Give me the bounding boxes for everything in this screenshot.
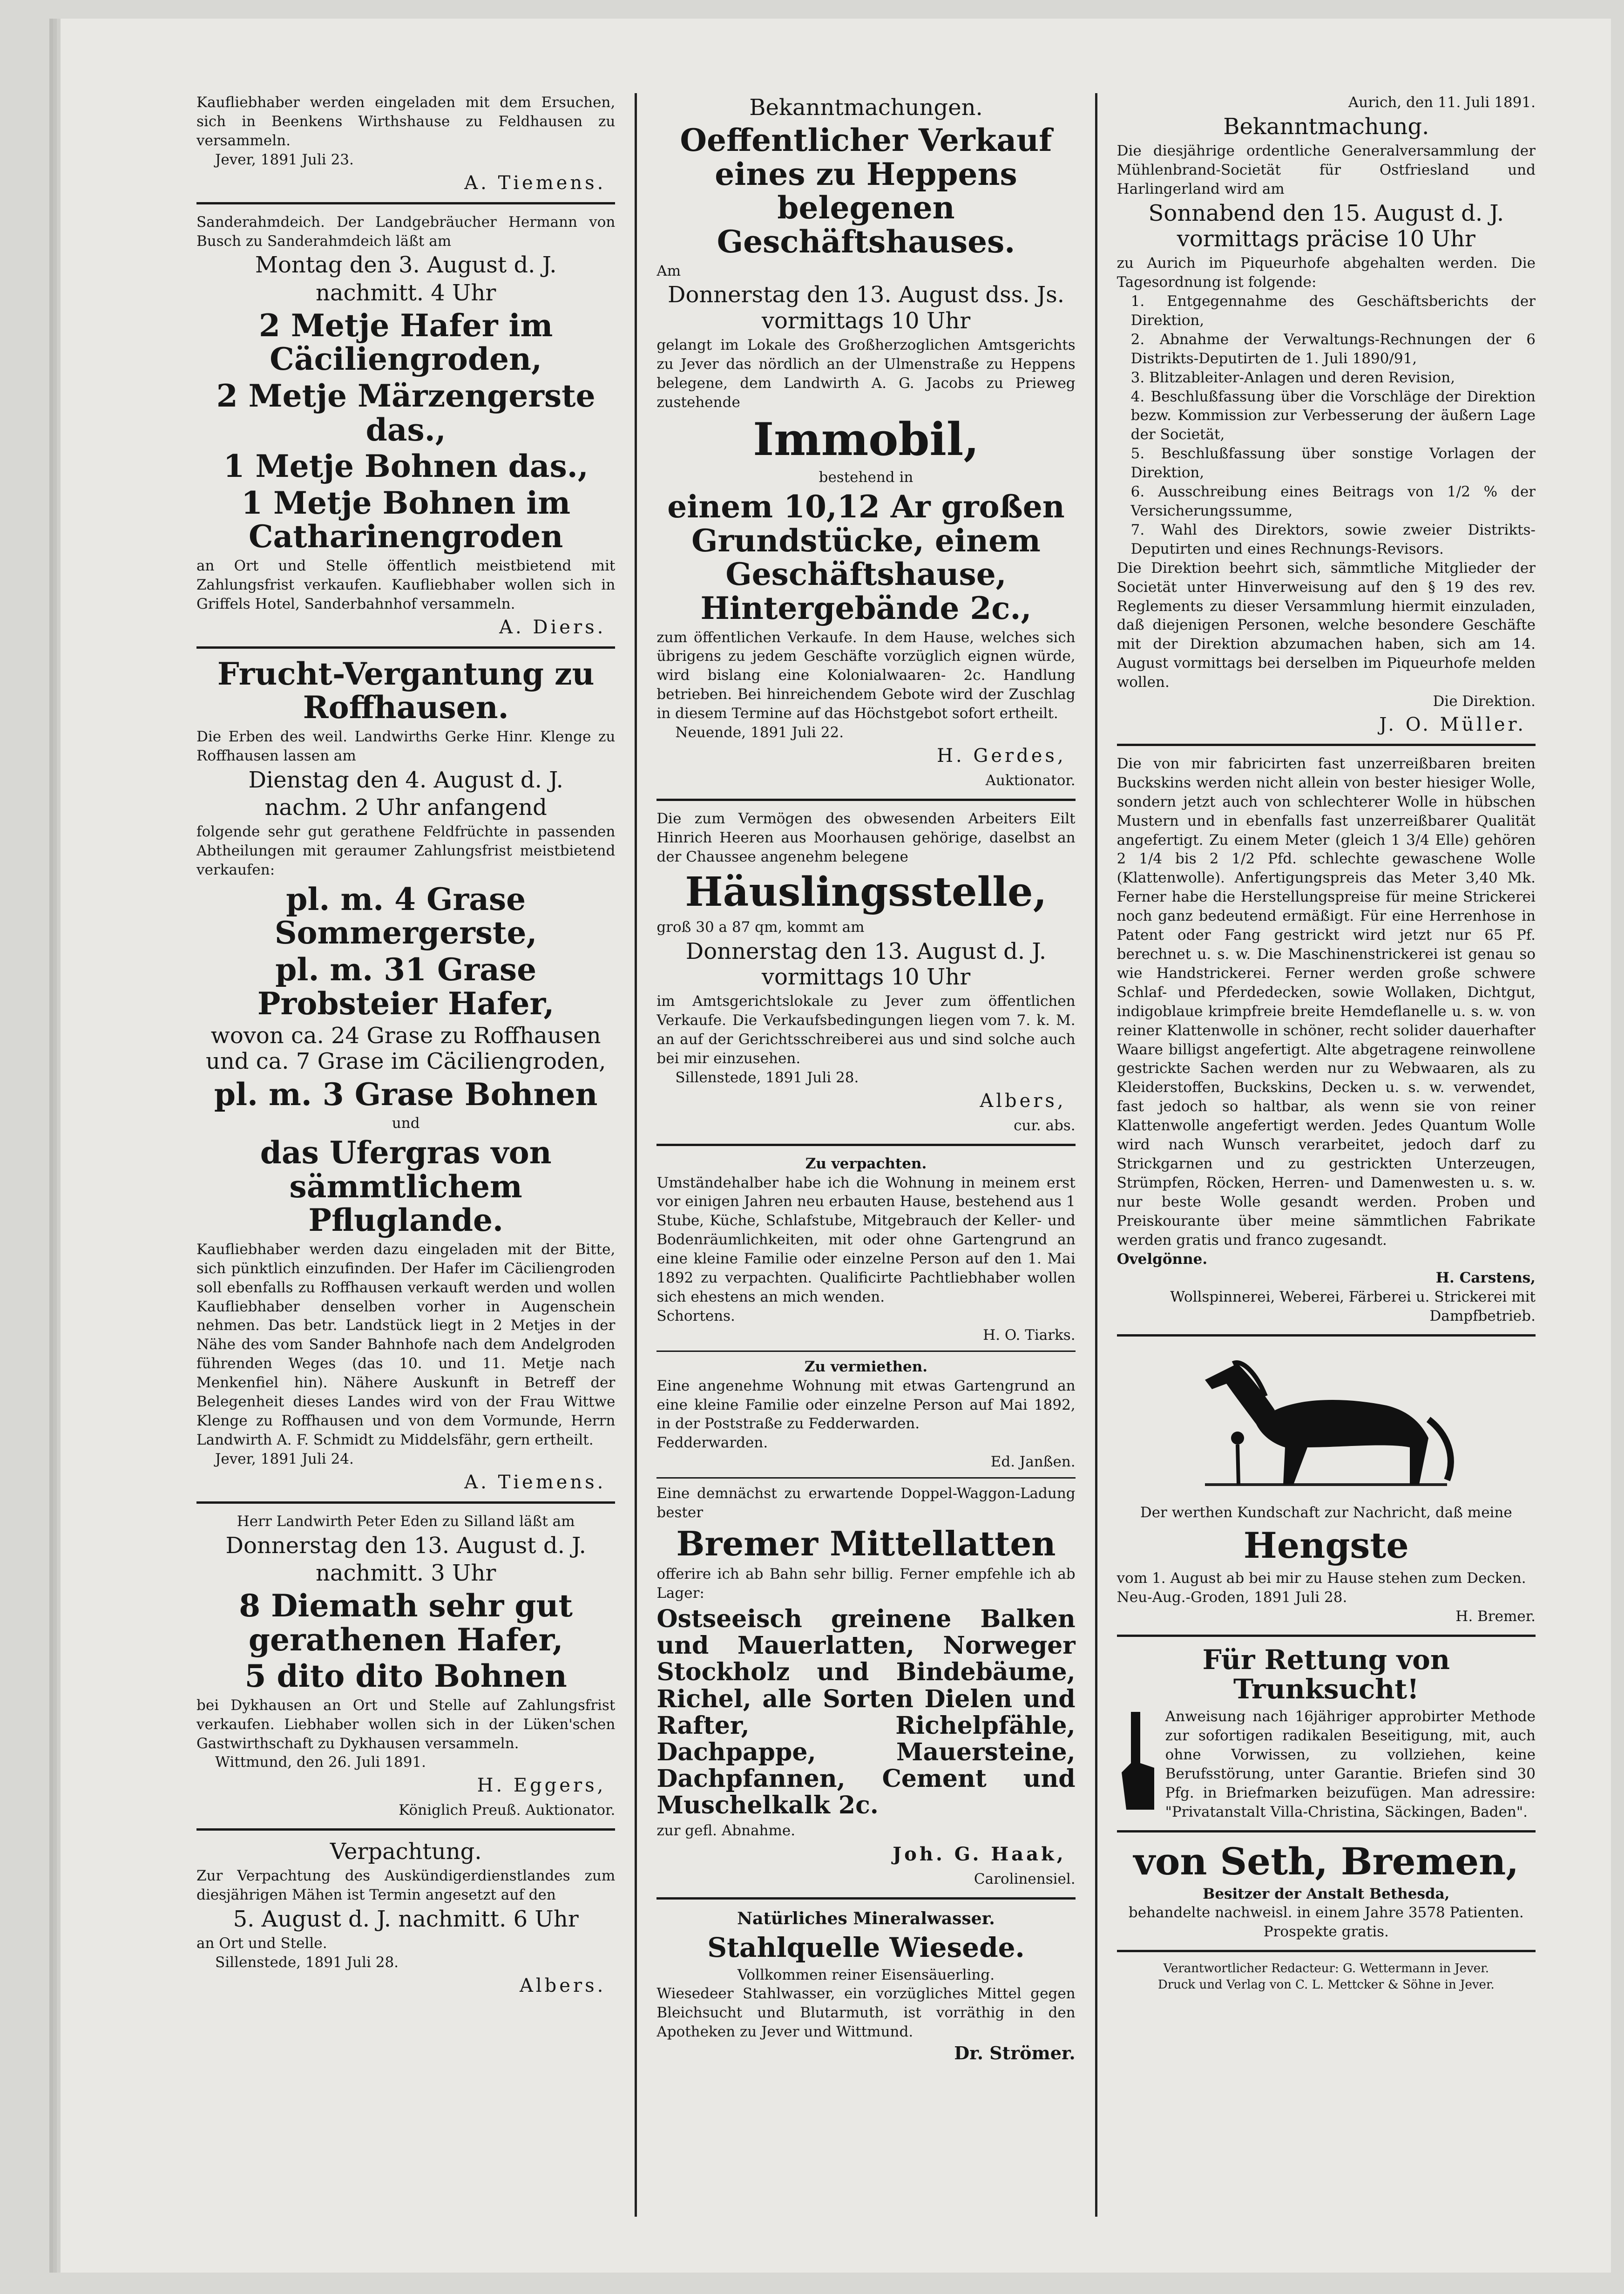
ad-sanderahmdeich — [196, 213, 615, 638]
ad-time: nachm. 2 Uhr anfangend — [264, 794, 547, 821]
ad-haeuslingsstelle — [656, 809, 1075, 1135]
ad-text: Kaufliebhaber werden eingeladen mit dem Ersuchen, sich in Beenkens Wirthshause zu Feldhausen zu versammeln. — [196, 94, 616, 149]
ad-title: Stahlquelle Wiesede. — [707, 1931, 1025, 1963]
agenda-item: 1. Entgegennahme des Geschäftsberichts der Direktion, — [1130, 293, 1536, 329]
ad-intro: Herr Landwirth Peter Eden zu Silland läßt am — [237, 1513, 575, 1530]
ad-text: folgende sehr gut gerathene Feldfrüchte in passenden Abtheilungen mit geraumer Zahlungsfrist meistbietend verkaufen: — [196, 823, 616, 878]
ad-signature: H. O. Tiarks. — [983, 1326, 1076, 1344]
ad-head: Natürliches Mineralwasser. — [737, 1909, 995, 1929]
ad-day: Donnerstag den 13. August d. J. vormittags 10 Uhr — [685, 938, 1047, 990]
ad-day: Sonnabend den 15. August d. J. vormittags präcise 10 Uhr — [1148, 200, 1504, 252]
ad-signature: Albers, — [980, 1090, 1066, 1112]
ad-frucht-vergantung — [196, 657, 615, 1493]
divider — [656, 799, 1075, 801]
ad-signature: Joh. G. Haak, — [893, 1843, 1066, 1866]
divider — [196, 202, 615, 204]
agenda-item: 2. Abnahme der Verwaltungs-Rechnungen der 6 Distrikts-Deputirten de 1. Juli 1890/91, — [1130, 331, 1536, 367]
divider — [656, 1477, 1075, 1479]
columns — [177, 93, 1555, 2217]
ad-text: vom 1. August ab bei mir zu Hause stehen zum Decken. — [1116, 1569, 1526, 1587]
ad-von-seth — [1117, 1841, 1536, 1942]
ad-text: bei Dykhausen an Ort und Stelle auf Zahlungsfrist verkaufen. Liebhaber wollen sich in der Lüken'schen Gastwirthschaft zu Dykhausen versammeln. — [196, 1697, 616, 1752]
ad-item: 2 Metje Märzengerste das., — [216, 378, 595, 448]
ad-item: pl. m. 4 Grase Sommergerste, — [274, 881, 537, 951]
ad-heppens — [656, 95, 1075, 790]
ad-text: behandelte nachweisl. in einem Jahre 3578 Patienten. Prospekte gratis. — [1128, 1904, 1524, 1941]
ad-item: 1 Metje Bohnen das., — [223, 448, 589, 485]
ad-title: Für Rettung von Trunksucht! — [1202, 1643, 1450, 1705]
ad-signature-title: Auktionator. — [985, 772, 1076, 789]
ad-muehlenbrand — [1117, 93, 1536, 735]
ad-item: 1 Metje Bohnen im Catharinengroden — [241, 484, 571, 555]
ad-time: nachmitt. 3 Uhr — [315, 1560, 496, 1586]
column-3 — [1095, 93, 1555, 2217]
ad-title: Häuslingsstelle, — [685, 868, 1047, 916]
ad-signature: H. Bremer. — [1455, 1608, 1536, 1625]
ad-item: 2 Metje Hafer im Cäciliengroden, — [258, 307, 553, 378]
divider — [1117, 1635, 1536, 1637]
divider — [196, 1828, 615, 1831]
agenda-item: 7. Wahl des Direktors, sowie zweier Distrikts-Deputirten und eines Rechnungs-Revisors. — [1130, 521, 1536, 557]
ad-signature: Ed. Janßen. — [990, 1453, 1076, 1471]
ad-signature: A. Tiemens. — [464, 1471, 606, 1493]
ad-text: Zur Verpachtung des Auskündigerdienstlandes zum diesjährigen Mähen ist Termin angesetzt auf den — [196, 1867, 616, 1904]
ad-signature: A. Diers. — [499, 616, 606, 638]
ad-text: Eine demnächst zu erwartende Doppel-Waggon-Ladung bester — [656, 1485, 1076, 1521]
ad-sub: Besitzer der Anstalt Bethesda, — [1203, 1885, 1450, 1902]
ad-signature-title: Wollspinnerei, Weberei, Färberei u. Strickerei mit Dampfbetrieb. — [1170, 1289, 1536, 1325]
ad-signature: H. Eggers, — [477, 1775, 606, 1797]
ad-day: Donnerstag den 13. August dss. Js. vormittags 10 Uhr — [667, 282, 1064, 334]
ad-text: Kaufliebhaber werden dazu eingeladen mit der Bitte, sich pünktlich einzufinden. Der Hafer im Cäciliengroden soll ebenfalls zu Roffhausen verkauft werden und wollen Kaufliebhaber denselben vorher in Augenschein nehmen. Das betr. Landstück liegt in 2 Metjes in der Nähe des vom Sander Bahnhofe nach dem Andelgroden führenden Weges (das 10. und 11. Metje nach Menkenfiel hin). Nähere Auskunft in Betreff der Belegenheit dieses Landes wird von der Frau Wittwe Klenge zu Roffhausen und von dem Vormunde, Herrn Landwirth A. F. Schmidt zu Middelsfähr, gern ertheilt. — [196, 1241, 616, 1448]
agenda-item: 3. Blitzableiter-Anlagen und deren Revision, — [1130, 369, 1455, 386]
ad-buckskins — [1117, 754, 1536, 1326]
horse-illustration — [1186, 1345, 1466, 1499]
ad-place: Fedderwarden. — [656, 1434, 768, 1452]
ad-title: Zu verpachten. — [805, 1155, 927, 1172]
ad-body — [1117, 1707, 1536, 1821]
ad-date: Sillenstede, 1891 Juli 28. — [675, 1069, 859, 1086]
ad-title: Zu vermiethen. — [804, 1358, 928, 1375]
ad-item-detail: wovon ca. 24 Grase zu Roffhausen und ca. 7 Grase im Cäciliengroden, — [205, 1023, 606, 1075]
agenda-item: 5. Beschlußfassung über sonstige Vorlagen der Direktion, — [1130, 445, 1536, 482]
ad-text: zum öffentlichen Verkaufe. In dem Hause, welches sich übrigens zu jedem Geschäfte vorzüglich eignen würde, wird bislang eine Kolonialwaaren- 2c. Handlung betrieben. Bei hinreichendem Gebote wird der Zuschlag in diesem Termine auf das Höchstgebot sofort ertheilt. — [656, 629, 1076, 722]
ad-title: Hengste — [1243, 1525, 1409, 1567]
ad-signature: Albers. — [520, 1975, 606, 1997]
column-2 — [635, 93, 1095, 2217]
ad-day: Dienstag den 4. August d. J. — [248, 767, 563, 793]
ad-intro: Die Erben des weil. Landwirths Gerke Hinr. Klenge zu Roffhausen lassen am — [196, 728, 616, 764]
ad-mittellatten — [656, 1484, 1075, 1889]
ad-text: an Ort und Stelle. — [196, 1935, 327, 1952]
ad-date: Jever, 1891 Juli 23. — [215, 151, 354, 168]
ad-date: Jever, 1891 Juli 24. — [215, 1450, 354, 1467]
agenda-item: 4. Beschlußfassung über die Vorschläge der Direktion bezw. Kommission zur Verbesserung der äußern Lage der Societät, — [1130, 388, 1536, 443]
ad-title: Verpachtung. — [330, 1839, 482, 1865]
ad-item: das Ufergras von sämmtlichem Pfluglande. — [260, 1134, 552, 1239]
ad-title: Bremer Mittellatten — [676, 1523, 1056, 1563]
ad-time: nachmitt. 4 Uhr — [315, 279, 496, 306]
ad-signature-title: cur. abs. — [1014, 1117, 1076, 1134]
ad-date: Wittmund, den 26. Juli 1891. — [215, 1754, 426, 1771]
ad-sub: Vollkommen reiner Eisensäuerling. — [737, 1966, 995, 1983]
ad-text: Die diesjährige ordentliche Generalversammlung der Mühlenbrand-Societät für Ostfriesland und Harlingerland wird am — [1116, 143, 1536, 197]
ad-day: Montag den 3. August d. J. — [255, 252, 557, 278]
ad-signature-title: Königlich Preuß. Auktionator. — [399, 1802, 616, 1819]
ad-und: und — [392, 1115, 420, 1132]
divider — [1117, 744, 1536, 746]
ad-parts: einem 10,12 Ar großen Grundstücke, einem Geschäftshause, Hintergebände 2c., — [667, 489, 1065, 626]
newspaper-page — [61, 19, 1611, 2273]
ad-date: Sillenstede, 1891 Juli 28. — [215, 1954, 399, 1971]
divider — [1117, 1830, 1536, 1832]
ad-text: gelangt im Lokale des Großherzoglichen Amtsgerichts zu Jever das nördlich an der Ulmenstraße zu Heppens belegene, dem Landwirth A. G. Jacobs zu Prieweg zustehende — [656, 336, 1076, 411]
ad-item: 8 Diemath sehr gut gerathenen Hafer, — [239, 1587, 573, 1658]
ad-hengste — [1117, 1345, 1536, 1626]
ad-date: Neuende, 1891 Juli 22. — [675, 724, 844, 741]
ad-intro: Sanderahmdeich. Der Landgebräucher Hermann von Busch zu Sanderahmdeich läßt am — [196, 213, 616, 250]
ad-title: Frucht-Vergantung zu Roffhausen. — [217, 655, 595, 726]
imprint-editor: Verantwortlicher Redacteur: G. Wettermann in Jever. — [1163, 1961, 1489, 1976]
ad-signature: A. Tiemens. — [464, 172, 606, 194]
ad-text: an Ort und Stelle öffentlich meistbietend mit Zahlungsfrist verkaufen. Kaufliebhaber wollen sich in Griffels Hotel, Sanderbahnhof versammeln. — [196, 557, 616, 612]
ad-title: Oeffentlicher Verkauf eines zu Heppens belegenen Geschäftshauses. — [680, 122, 1052, 260]
ad-text: Die Direktion beehrt sich, sämmtliche Mitglieder der Societät unter Hinverweisung auf den § 19 des rev. Reglements zu dieser Versammlung hiermit einzuladen, daß diejenigen Personen, welche besondere Geschäfte mit der Direktion abzumachen haben, sich am 14. August vormittags bei derselben im Piqueurhofe melden wollen. — [1116, 559, 1536, 691]
divider — [1117, 1950, 1536, 1952]
ad-text: im Amtsgerichtslokale zu Jever zum öffentlichen Verkaufe. Die Verkaufsbedingungen liegen vom 7. k. M. an auf der Gerichtsschreiberei aus und sind solche auch bei mir einzusehen. — [656, 993, 1076, 1067]
ad-signature: H. Gerdes, — [937, 745, 1066, 767]
ad-signature: H. Carstens, — [1435, 1269, 1536, 1287]
ad-item: pl. m. 3 Grase Bohnen — [214, 1076, 598, 1113]
ad-title: Bekanntmachung. — [1223, 113, 1429, 140]
ad-zu-vermiethen — [656, 1357, 1075, 1472]
ad-signature: Die Direktion. — [1433, 693, 1536, 710]
ad-text: Der werthen Kundschaft zur Nachricht, daß meine — [1140, 1504, 1512, 1521]
ad-text: Wiesedeer Stahlwasser, ein vorzügliches Mittel gegen Bleichsucht und Blutarmuth, ist vorräthig in den Apotheken zu Jever und Wittmund. — [656, 1985, 1076, 2041]
ad-text: Eine angenehme Wohnung mit etwas Gartengrund an eine kleine Familie oder einzelne Person auf Mai 1892, in der Poststraße zu Fedderwarden. — [656, 1377, 1076, 1432]
ad-items: Ostseeisch greinene Balken und Mauerlatten, Norweger Stockholz und Bindebäume, Richel, alle Sorten Dielen und Rafter, Richelpfähle, Dachpappe, Mauersteine, Dachpfannen, Cement und Muschelkalk 2c. — [656, 1604, 1076, 1820]
ad-silland — [196, 1512, 615, 1820]
ad-title: von Seth, Bremen, — [1133, 1839, 1519, 1883]
ad-text: Die zum Vermögen des obwesenden Arbeiters Eilt Hinrich Heeren aus Moorhausen gehörige, daselbst an der Chaussee angenehm belegene — [656, 810, 1076, 865]
ad-text: Umständehalber habe ich die Wohnung in meinem erst vor einigen Jahren neu erbauten Hause, bestehend aus 1 Stube, Küche, Schlafstube, Mitgebrauch der Keller- und Bodenräumlichkeiten, mit oder ohne Gartengrund an eine kleine Familie oder einzelne Person auf den 1. Mai 1892 zu verpachten. Qualificirte Pachtliebhaber wollen sich ehestens an mich wenden. — [656, 1174, 1076, 1305]
ad-date: Aurich, den 11. Juli 1891. — [1348, 94, 1536, 111]
pointing-hand-icon — [1117, 1707, 1159, 1814]
ad-item: 5 dito dito Bohnen — [244, 1658, 567, 1695]
imprint-publisher: Druck und Verlag von C. L. Mettcker & Söhne in Jever. — [1157, 1977, 1495, 1992]
ad-place: Ovelgönne. — [1116, 1250, 1208, 1268]
ad-bestehend: bestehend in — [819, 469, 914, 486]
divider — [196, 1501, 615, 1504]
ad-immobil: Immobil, — [753, 413, 979, 466]
ad-signature: J. O. Müller. — [1379, 713, 1526, 735]
ad-text: offerire ich ab Bahn sehr billig. Ferner empfehle ich ab Lager: — [656, 1566, 1076, 1602]
ad-am: Am — [656, 262, 681, 279]
ad-zu-verpachten — [656, 1154, 1075, 1345]
ad-text: zu Aurich im Piqueurhofe abgehalten werden. Die Tagesordnung ist folgende: — [1116, 255, 1536, 291]
section-head: Bekanntmachungen. — [749, 95, 983, 121]
ad-text: Anweisung nach 16jähriger approbirter Methode zur sofortigen radikalen Beseitigung, mit, auch ohne Vorwissen, zu vollziehen, keine Berufsstörung, unter Garantie. Briefen sind 30 Pfg. in Briefmarken beizufügen. Man adressire: "Privatanstalt Villa-Christina, Säckingen, Baden". — [1165, 1708, 1536, 1820]
imprint — [1117, 1961, 1536, 1993]
ad-place: Schortens. — [656, 1307, 735, 1324]
divider — [196, 646, 615, 649]
ad-day: 5. August d. J. nachmitt. 6 Uhr — [233, 1906, 579, 1933]
agenda-item: 6. Ausschreibung eines Beitrags von 1/2 % der Versicherungssumme, — [1130, 483, 1536, 519]
ad-signature: Dr. Strömer. — [954, 2043, 1076, 2064]
ad-day: Donnerstag den 13. August d. J. — [225, 1532, 586, 1559]
divider — [1117, 1334, 1536, 1337]
divider — [656, 1351, 1075, 1352]
column-1 — [177, 93, 635, 2217]
ad-item: pl. m. 31 Grase Probsteier Hafer, — [257, 951, 555, 1022]
ad-abnahme: zur gefl. Abnahme. — [656, 1822, 796, 1839]
divider — [656, 1897, 1075, 1900]
ad-trunksucht — [1117, 1645, 1536, 1822]
ad-stahlquelle — [656, 1908, 1075, 2065]
ad-text: Die von mir fabricirten fast unzerreißbaren breiten Buckskins werden nicht allein von bester hiesiger Wolle, sondern jetzt auch von schlechterer Wolle in hübschen Mustern und in ebenfalls fast unzerreißbarer Qualität angefertigt. Zu einem Meter (gleich 1 3/4 Elle) gehören 2 1/4 bis 2 1/2 Pfd. schlechte gewaschene Wolle (Klattenwolle). Anfertigungspreis das Meter 3,40 Mk. Ferner habe die Herstellungspreise für meine Strickerei noch ganz bedeutend ermäßigt. Für eine Herrenhose in Patent oder Fang gestrickt wird jetzt nur 65 Pf. berechnet u. s. w. Die Maschinenstrickerei ist genau so wie Handstrickerei. Ferner werden große schwere Schlaf- und Pferdedecken, sowie Wollaken, Dichtgut, indigoblaue krimpfreie breite Hemdeflanelle u. s. w. von reiner Klattenwolle in schöner, recht solider dauerhafter Waare billigst angefertigt. Alte abgetragene reinwollene gestrickte Sachen werden nur zu Webwaaren, als zu Kleiderstoffen, Buckskins, Decken u. s. w. verwendet, fast jedoch so haltbar, als wenn sie von reiner Klattenwolle angefertigt werden. Jedes Quantum Wolle wird nach Wunsch verarbeitet, jedoch darf zu Strickgarnen und zu gestrickten Unterzeugen, Strümpfen, Röcken, Herren- und Damenwesten u. s. w. nur beste Wolle gesandt werden. Proben und Preiskourante über meine sämmtlichen Fabrikate werden gratis und franco zugesandt. — [1116, 755, 1536, 1249]
ad-size: groß 30 a 87 qm, kommt am — [656, 918, 865, 936]
ad-verpachtung — [196, 1839, 615, 1996]
ad-date: Neu-Aug.-Groden, 1891 Juli 28. — [1116, 1588, 1347, 1606]
divider — [656, 1144, 1075, 1146]
ad-feldhausen — [196, 93, 615, 194]
ad-signature-place: Carolinensiel. — [974, 1871, 1076, 1888]
